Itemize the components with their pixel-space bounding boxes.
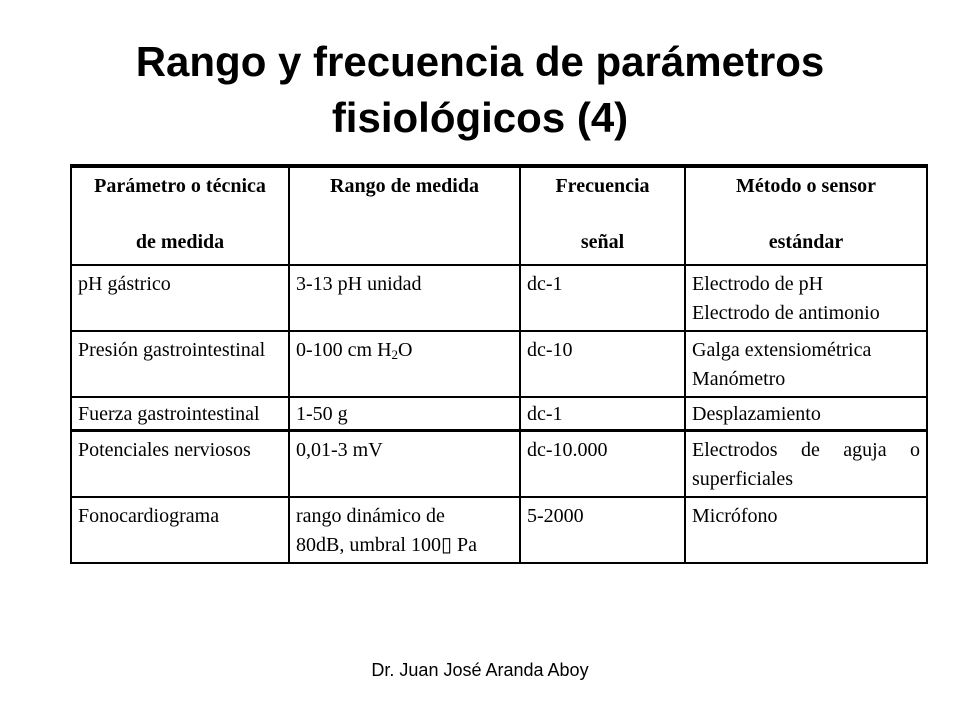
cell-rango: 0,01-3 mV [289, 431, 520, 498]
table-row [71, 431, 927, 498]
cell-rango: 0-100 cm $H_2O$ [289, 331, 520, 397]
cell-frecuencia: dc-1 [520, 265, 685, 331]
cell-parametro: Presión gastrointestinal [71, 331, 289, 397]
table-row [71, 265, 927, 331]
cell-parametro: Fonocardiograma [71, 497, 289, 563]
header-parametro: Parámetro o técnica de medida [71, 166, 289, 265]
cell-frecuencia: 5-2000 [520, 497, 685, 563]
table-row [71, 397, 927, 431]
cell-rango: rango dinámico de 80dB, umbral 100▯ Pa [289, 497, 520, 563]
header-rango: Rango de medida [289, 166, 520, 265]
slide-title [0, 34, 960, 146]
cell-metodo: Galga extensiométrica Manómetro [685, 331, 927, 397]
parameters-table [70, 164, 928, 564]
cell-metodo: Electrodo de pH Electrodo de antimonio [685, 265, 927, 331]
parameters-table-container [70, 164, 926, 564]
cell-metodo: Desplazamiento [685, 397, 927, 431]
cell-rango: 1-50 g [289, 397, 520, 431]
cell-parametro: Potenciales nerviosos [71, 431, 289, 498]
slide-title-line-1: Rango y frecuencia de parámetros [135, 38, 825, 85]
cell-metodo: Electrodos de aguja o superficiales [685, 431, 927, 498]
cell-frecuencia: dc-10.000 [520, 431, 685, 498]
slide-title-line-2: fisiológicos (4) [331, 94, 629, 141]
cell-frecuencia: dc-10 [520, 331, 685, 397]
table-row [71, 331, 927, 397]
cell-metodo: Micrófono [685, 497, 927, 563]
header-frecuencia: Frecuencia señal [520, 166, 685, 265]
cell-parametro: Fuerza gastrointestinal [71, 397, 289, 431]
table-header-row [71, 166, 927, 265]
table-row [71, 497, 927, 563]
cell-frecuencia: dc-1 [520, 397, 685, 431]
cell-parametro: pH gástrico [71, 265, 289, 331]
header-metodo: Método o sensor estándar [685, 166, 927, 265]
cell-rango: 3-13 pH unidad [289, 265, 520, 331]
footer-author: Dr. Juan José Aranda Aboy [371, 660, 589, 680]
